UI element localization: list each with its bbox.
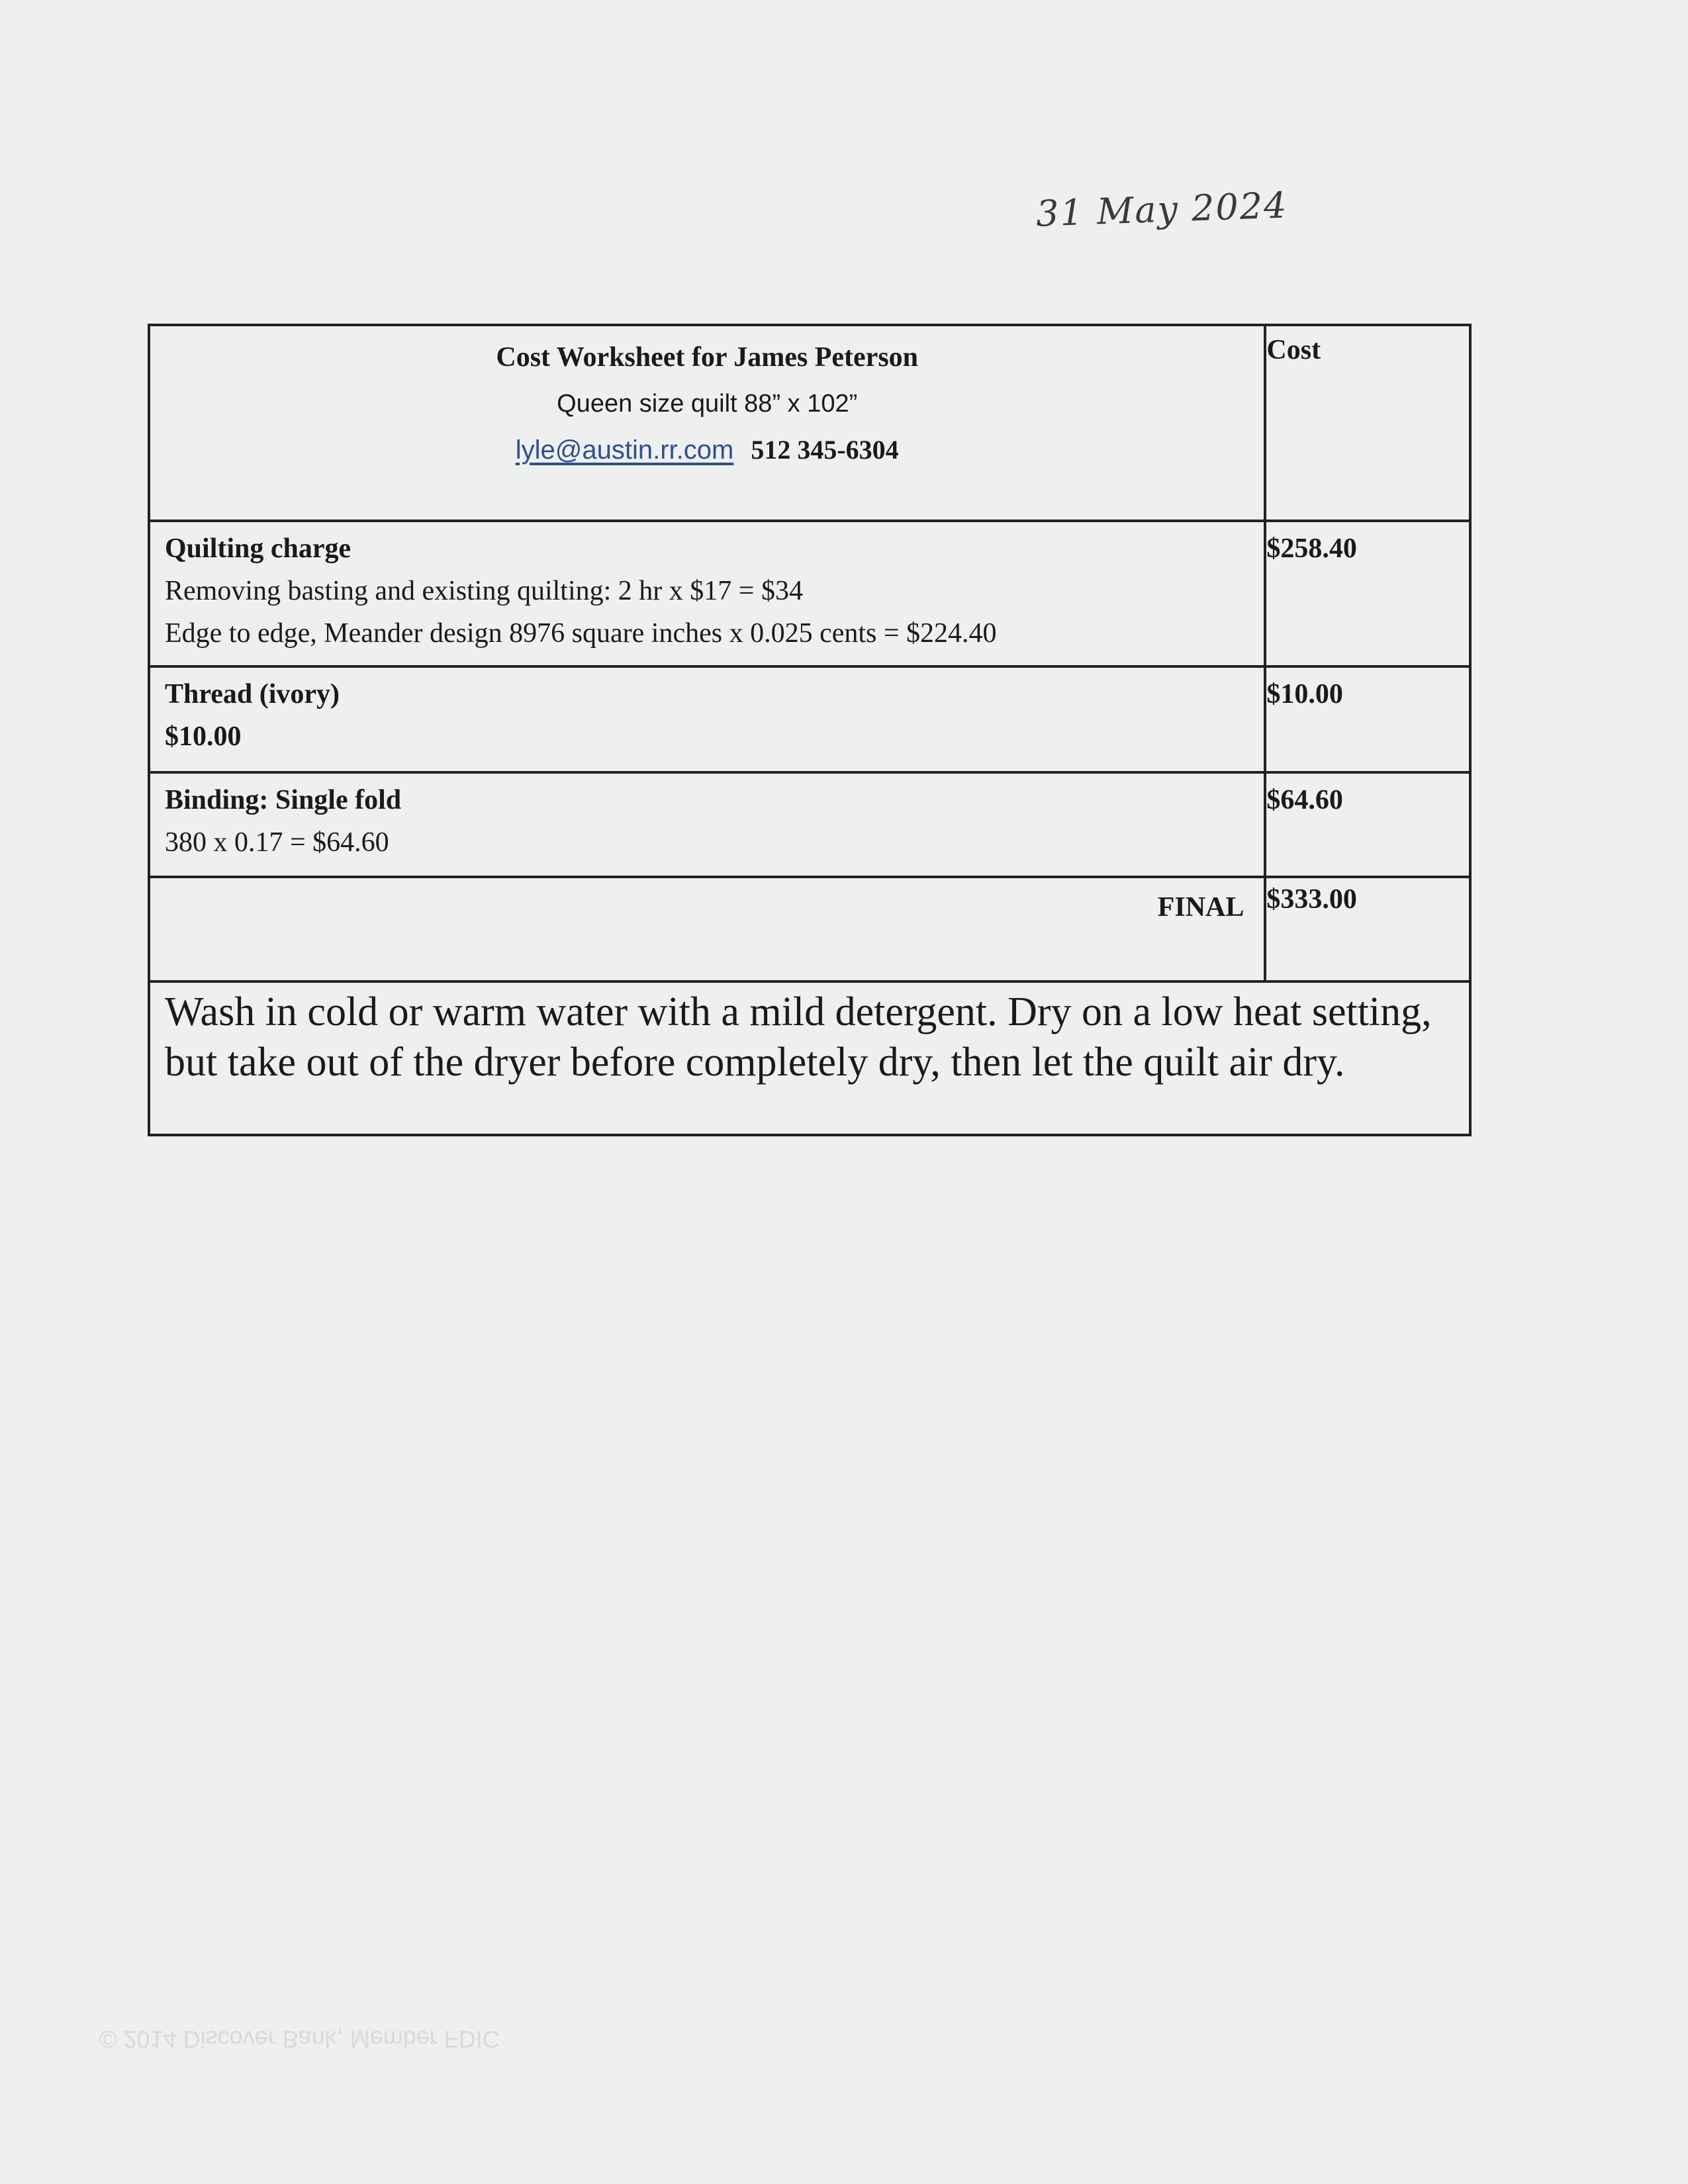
item-detail: 380 x 0.17 = $64.60	[165, 827, 389, 858]
care-instructions-row	[149, 981, 1470, 1135]
worksheet-title: Cost Worksheet for James Peterson	[496, 342, 919, 373]
care-instructions: Wash in cold or warm water with a mild detergent. Dry on a low heat setting, but take out of the dryer before completely dry, then let the quilt air dry.	[149, 981, 1470, 1135]
item-detail: Removing basting and existing quilting: 2 hr x $17 = $34	[165, 576, 803, 606]
item-title: Binding: Single fold	[165, 785, 402, 815]
header-cell	[149, 325, 1265, 521]
item-title: Quilting charge	[165, 533, 352, 564]
final-total-row	[149, 877, 1470, 981]
line-item-binding	[149, 772, 1470, 877]
header-row	[149, 325, 1470, 521]
phone-number: 512 345-6304	[751, 435, 899, 465]
item-description	[149, 666, 1265, 772]
line-item-thread	[149, 666, 1470, 772]
cost-column-header: Cost	[1265, 325, 1470, 521]
item-detail: Edge to edge, Meander design 8976 square inches x 0.025 cents = $224.40	[165, 618, 997, 649]
item-cost: $10.00	[1265, 666, 1470, 772]
item-detail: $10.00	[165, 721, 242, 752]
line-item-quilting	[149, 521, 1470, 666]
final-label: FINAL	[149, 877, 1265, 981]
item-cost: $258.40	[1265, 521, 1470, 666]
email-link[interactable]: lyle@austin.rr.com	[515, 435, 734, 465]
quilt-size: Queen size quilt 88” x 102”	[557, 390, 858, 418]
item-cost: $64.60	[1265, 772, 1470, 877]
item-title: Thread (ivory)	[165, 679, 340, 709]
item-description	[149, 772, 1265, 877]
item-description	[149, 521, 1265, 666]
bleed-through-watermark: © 2014 Discover Bank, Member FDIC	[99, 2026, 500, 2053]
final-total: $333.00	[1265, 877, 1470, 981]
contact-line	[150, 427, 1264, 473]
handwritten-date: 31 May 2024	[1035, 184, 1289, 235]
cost-worksheet-table	[148, 324, 1472, 1136]
